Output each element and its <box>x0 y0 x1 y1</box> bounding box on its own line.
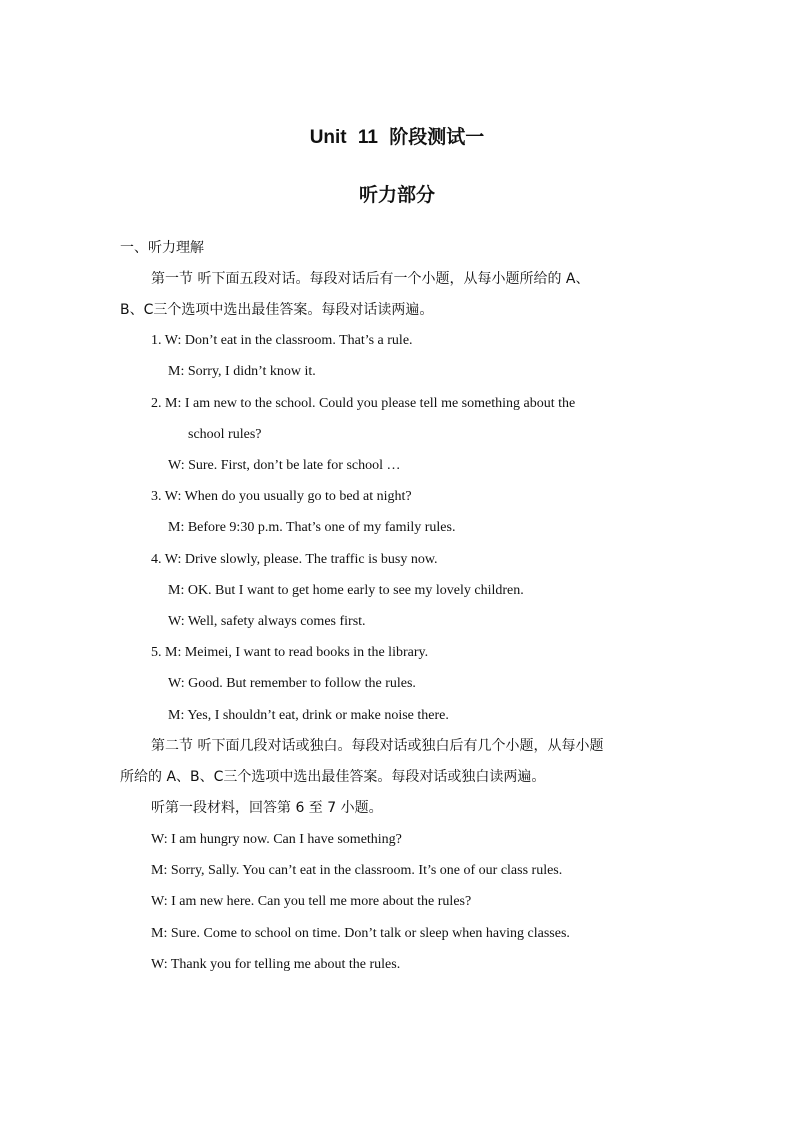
dialogue-line: W: I am hungry now. Can I have something? <box>151 832 402 847</box>
dialogue-line: 3. W: When do you usually go to bed at night? <box>151 489 412 504</box>
material-intro: 听第一段材料，回答第 6 至 7 小题。 <box>151 800 383 816</box>
part1-instruction-line2: B、C三个选项中选出最佳答案。每段对话读两遍。 <box>120 302 434 318</box>
dialogue-line: M: Sure. Come to school on time. Don’t talk or sleep when having classes. <box>151 926 570 941</box>
page-subtitle: 听力部分 <box>358 185 435 206</box>
dialogue-line: W: Thank you for telling me about the rules. <box>151 957 401 972</box>
section-heading: 一、听力理解 <box>120 240 204 256</box>
dialogue-line: M: OK. But I want to get home early to see my lovely children. <box>168 583 524 598</box>
dialogue-line: M: Sorry, Sally. You can’t eat in the classroom. It’s one of our class rules. <box>151 863 563 878</box>
dialogue-line: W: Well, safety always comes first. <box>168 614 366 629</box>
dialogue-line: 2. M: I am new to the school. Could you please tell me something about the <box>151 396 576 411</box>
dialogue-line: W: I am new here. Can you tell me more about the rules? <box>151 894 472 909</box>
dialogue-line: M: Sorry, I didn’t know it. <box>168 364 316 379</box>
part2-instruction-line1: 第二节 听下面几段对话或独白。每段对话或独白后有几个小题，从每小题 <box>151 738 604 754</box>
dialogue-line: M: Before 9:30 p.m. That’s one of my family rules. <box>168 520 456 535</box>
part1-instruction-line1: 第一节 听下面五段对话。每段对话后有一个小题，从每小题所给的 A、 <box>151 271 590 287</box>
dialogue-line: M: Yes, I shouldn’t eat, drink or make noise there. <box>168 708 449 723</box>
dialogue-line: W: Sure. First, don’t be late for school … <box>168 458 401 473</box>
dialogue-line: W: Good. But remember to follow the rules. <box>168 676 416 691</box>
dialogue-line: 5. M: Meimei, I want to read books in the library. <box>151 645 429 660</box>
page-title: Unit 11 阶段测试一 <box>309 127 485 148</box>
dialogue-line: 4. W: Drive slowly, please. The traffic is busy now. <box>151 552 438 567</box>
dialogue-line: 1. W: Don’t eat in the classroom. That’s a rule. <box>151 333 413 348</box>
part2-instruction-line2: 所给的 A、B、C三个选项中选出最佳答案。每段对话或独白读两遍。 <box>120 769 546 785</box>
dialogue-line: school rules? <box>188 427 262 442</box>
